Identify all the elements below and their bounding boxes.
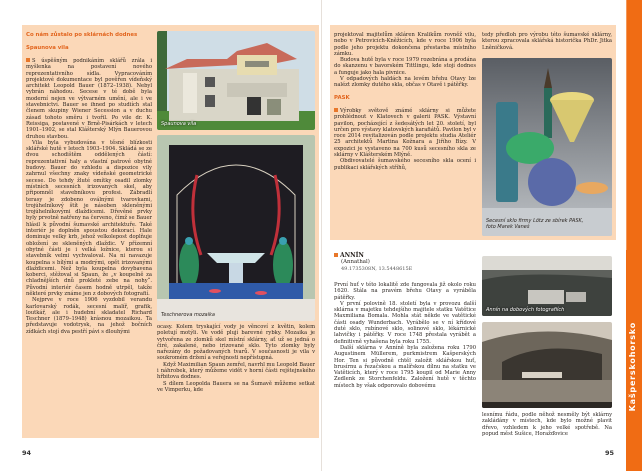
paragraph: S dílem Leopolda Bauera se na Šumavě můžeme setkat ve Vimperku, kde — [157, 380, 315, 393]
body-text — [334, 282, 476, 389]
villa-image — [157, 31, 315, 130]
paragraph: tedy předloh pro výrobu této šumavské sklárny, kterou zpracovala sklářská historička PhDr. Jitka Lněničková. — [482, 32, 612, 51]
paragraph: Vila byla vybudována v těsné blízkosti sklářské hutě v letech 1903–1904. Skládá se ze dvou schodištěm oddělených částí: reprezentativní haly a vlastní patrové obytné budovy. Bauer do vzhledu a dispozice vily zahrnul všechny znaky vídeňské geometrické secese. Do tehdy žluté omítky osadil zlomky místních secesních irizovaných skel, aby připomněl stavebníkovu profesi. Zábradlí terasy je zdobeno oválnými tvarovkami, trojúhelníkový štít je násoben skleněnými trojúhelníkovými dlaždicemi. Dřevěné prvky byly prvotně natřeny na červeno, čímž se Bauer hlásil k původní šumavské architektuře. Také interiér je doplněn spoustou dekorací. Hale dominuje velký krb, jehož velkolepost doplňuje obložení ze skleněných dlaždic. V přízemní obytné části je i velká ložnice, kterou si stavebník velmi vychvaloval. Na ni navazuje koupelna s bílými a modrými, opět irizovanými dlaždicemi. Než byla koupelna dovybavena koberci, stěžoval si Spaun, že „v koupelně za chladnějších dnů prokleté zebe na nohy“. Původní interiér časem hodně utrpěl, takže některé prvky známe jen z dobových fotografií. — [26, 139, 152, 297]
chapter-side-tab — [626, 0, 642, 471]
paragraph: projektoval majitelům skláren Kralikům rovněž vilu, nebo v Petrovicích-Kněžicích, kde v roce 1906 byla podle jeho projektu dokončena přestavba místního zámku. — [334, 32, 476, 57]
mosaic-image — [157, 135, 315, 321]
paragraph: První huť v této lokalitě zde fungovala již okolo roku 1620. Stála na pravém břehu Otavy a vyráběla pátěřky. — [334, 282, 476, 301]
body-text — [26, 58, 152, 335]
photo-caption: Teschnerova mozaika — [161, 312, 215, 318]
mosaic-photo — [157, 135, 315, 321]
page-number: 95 — [605, 449, 615, 457]
photo-caption: Secesní sklo firmy Lötz ze sbírek PASK, foto Marek Vaneš — [486, 218, 584, 230]
annin-subtitle: (Annathal) — [341, 259, 370, 265]
right-page — [321, 0, 642, 471]
historic-photo-1 — [482, 256, 612, 316]
paragraph: Když Maximilian Spaun zemřel, navrhl mu Leopold Bauer i náhrobek, který můžeme vidět v horní části rejštejnského hřbitova dodnes. — [157, 361, 315, 381]
bullet-square-icon — [26, 58, 30, 62]
vase-photo — [482, 58, 612, 236]
bullet-square-icon — [334, 108, 338, 112]
paragraph: Obdivovatelé šumavského secesního skla ocení i publikaci sklářských stříhů, — [334, 158, 476, 171]
paragraph: Další sklárna v Anníně byla založena roku 1790 Augustinem Müllerem, purkmistrem Kašperských Hor. Ten si původně chtěl založit sklářskou huť, brusírnu a řezačskou a malířskou dílnu na statku ve Vatěticích, který v roce 1795 koupil od Marie Anny Zedlenk ze Storchenfeldu. Založení hutě v těchto místech by však odporovalo dobovému — [334, 344, 476, 389]
paragraph: Budova hutě byla v roce 1979 rozebrána a prodána do skanzenu v bavorském Tittlingu, kde stojí dodnes a funguje jako hala pivnice. — [334, 57, 476, 76]
vase-image — [482, 58, 612, 236]
bullet-square-icon — [334, 253, 338, 257]
paragraph: S úspěšným podnikáním sklářů zrála i myšlenka na postavení nového reprezentativního sídla. Vypracováním projektové dokumentace byl pověřen vídeňský architekt Leopold Bauer (1872–1938). Nebyl vybrán náhodou. Secese v té době byla moderní nejen ve výtvarném umění, ale i ve stavebnictví. Bauer se ihned po studiích stal členem skupiny Wiener Secession a v duchu zásad tohoto směru i tvořil. Po vile dr. K. Reissiga, postavené v Brně-Pisárkách v letech 1901–1902, se stal Klášterský Mlýn Bauerovou druhou stavbou. — [26, 58, 152, 140]
paragraph: Výrobky světově známé sklárny si můžete prohlédnout v Klatovech v galerii PASK. Výstavní pavilon, pocházející z šedesátých let 20. století, byl určen pro výstavy klatovských karafiátů. Pavilon byl v roce 2014 revitalizován podle projektu studia Ateliér 25 architektů Martina Kožnara a Jiřího Bízy. V expozici je vystaveno na 700 kusů secesního skla ze sklárny v Klášterském Mlýně. — [334, 107, 476, 159]
body-text — [157, 324, 315, 393]
section-title: Spaunova vila — [26, 45, 69, 51]
page-number: 94 — [22, 449, 32, 457]
annin-section — [334, 252, 476, 389]
historic-photo-2 — [482, 322, 612, 408]
annin-heading: ANNÍN — [334, 252, 476, 259]
photo-caption: Spaunova vila — [161, 121, 197, 127]
paragraph: Nejprve v roce 1906 vyzdobil verandu karlovarský rodák, secesní malíř, grafik, loutkář, ale i hudební skladatel Richard Teschner (1879–1948) krásnou mozaikou. Ta představuje vodotrysk, na jehož bočních zídkách stojí dva pestří pávi s dlouhými — [26, 297, 152, 335]
paragraph: lesnímu řádu, podle něhož nesměly být sklárny zakládány v místech, kde bylo možné plavit dřevo, vzhledem k jeho velké spotřebě. Na popud měst Sušice, Horažďovice — [482, 412, 612, 437]
paragraph: V odpadových haldách na levém břehu Otavy lze nalézt zlomky dutého skla, občas v Otavě i pátěřky. — [334, 76, 476, 89]
box-title: Co nám zůstalo po sklárnách dodnes — [26, 32, 138, 38]
paragraph: ocasy. Kolem tryskající vody je věncoví z květin, kolem poletují motýli. Ve vodě plují barevné rybky. Mozaika je vytvořena ze zlomků skel místní sklárny, ať už se jedná o čiré, zakalené, nebo irizované sklo. Tyto zlomky byly nařezány do požadovaných tvarů. V současnosti je vila v soukromém držení a veřejnosti nepřístupná. — [157, 324, 315, 362]
divider — [626, 0, 627, 250]
box-right-column — [482, 32, 612, 51]
historic-image — [482, 322, 612, 408]
box-left-column — [334, 32, 476, 171]
annin-coords: 49.1735308N, 13.5448615E — [341, 266, 413, 272]
left-text-column — [26, 32, 152, 335]
pask-title: PASK — [334, 94, 350, 101]
body-text — [482, 412, 612, 437]
photo-caption: Annín na dobových fotografiích — [486, 307, 565, 313]
paragraph: V první polovině 18. století byla v provozu další sklárna v majetku tehdejšího majitele statku Vatětice Maxmiliana Bomala. Mohla stát někde ve vatětické části osady Wunderbach. Vyrábělo se v ní křídové duté sklo, rubínové sklo, solinové sklo, lékárnické lahvičky i pátěřky. V roce 1748 přestala vyrábět a definitivně vyhašena byla roku 1755. — [334, 300, 476, 345]
chapter-label: Kašperskohorsko — [628, 321, 637, 411]
villa-photo — [157, 31, 315, 130]
